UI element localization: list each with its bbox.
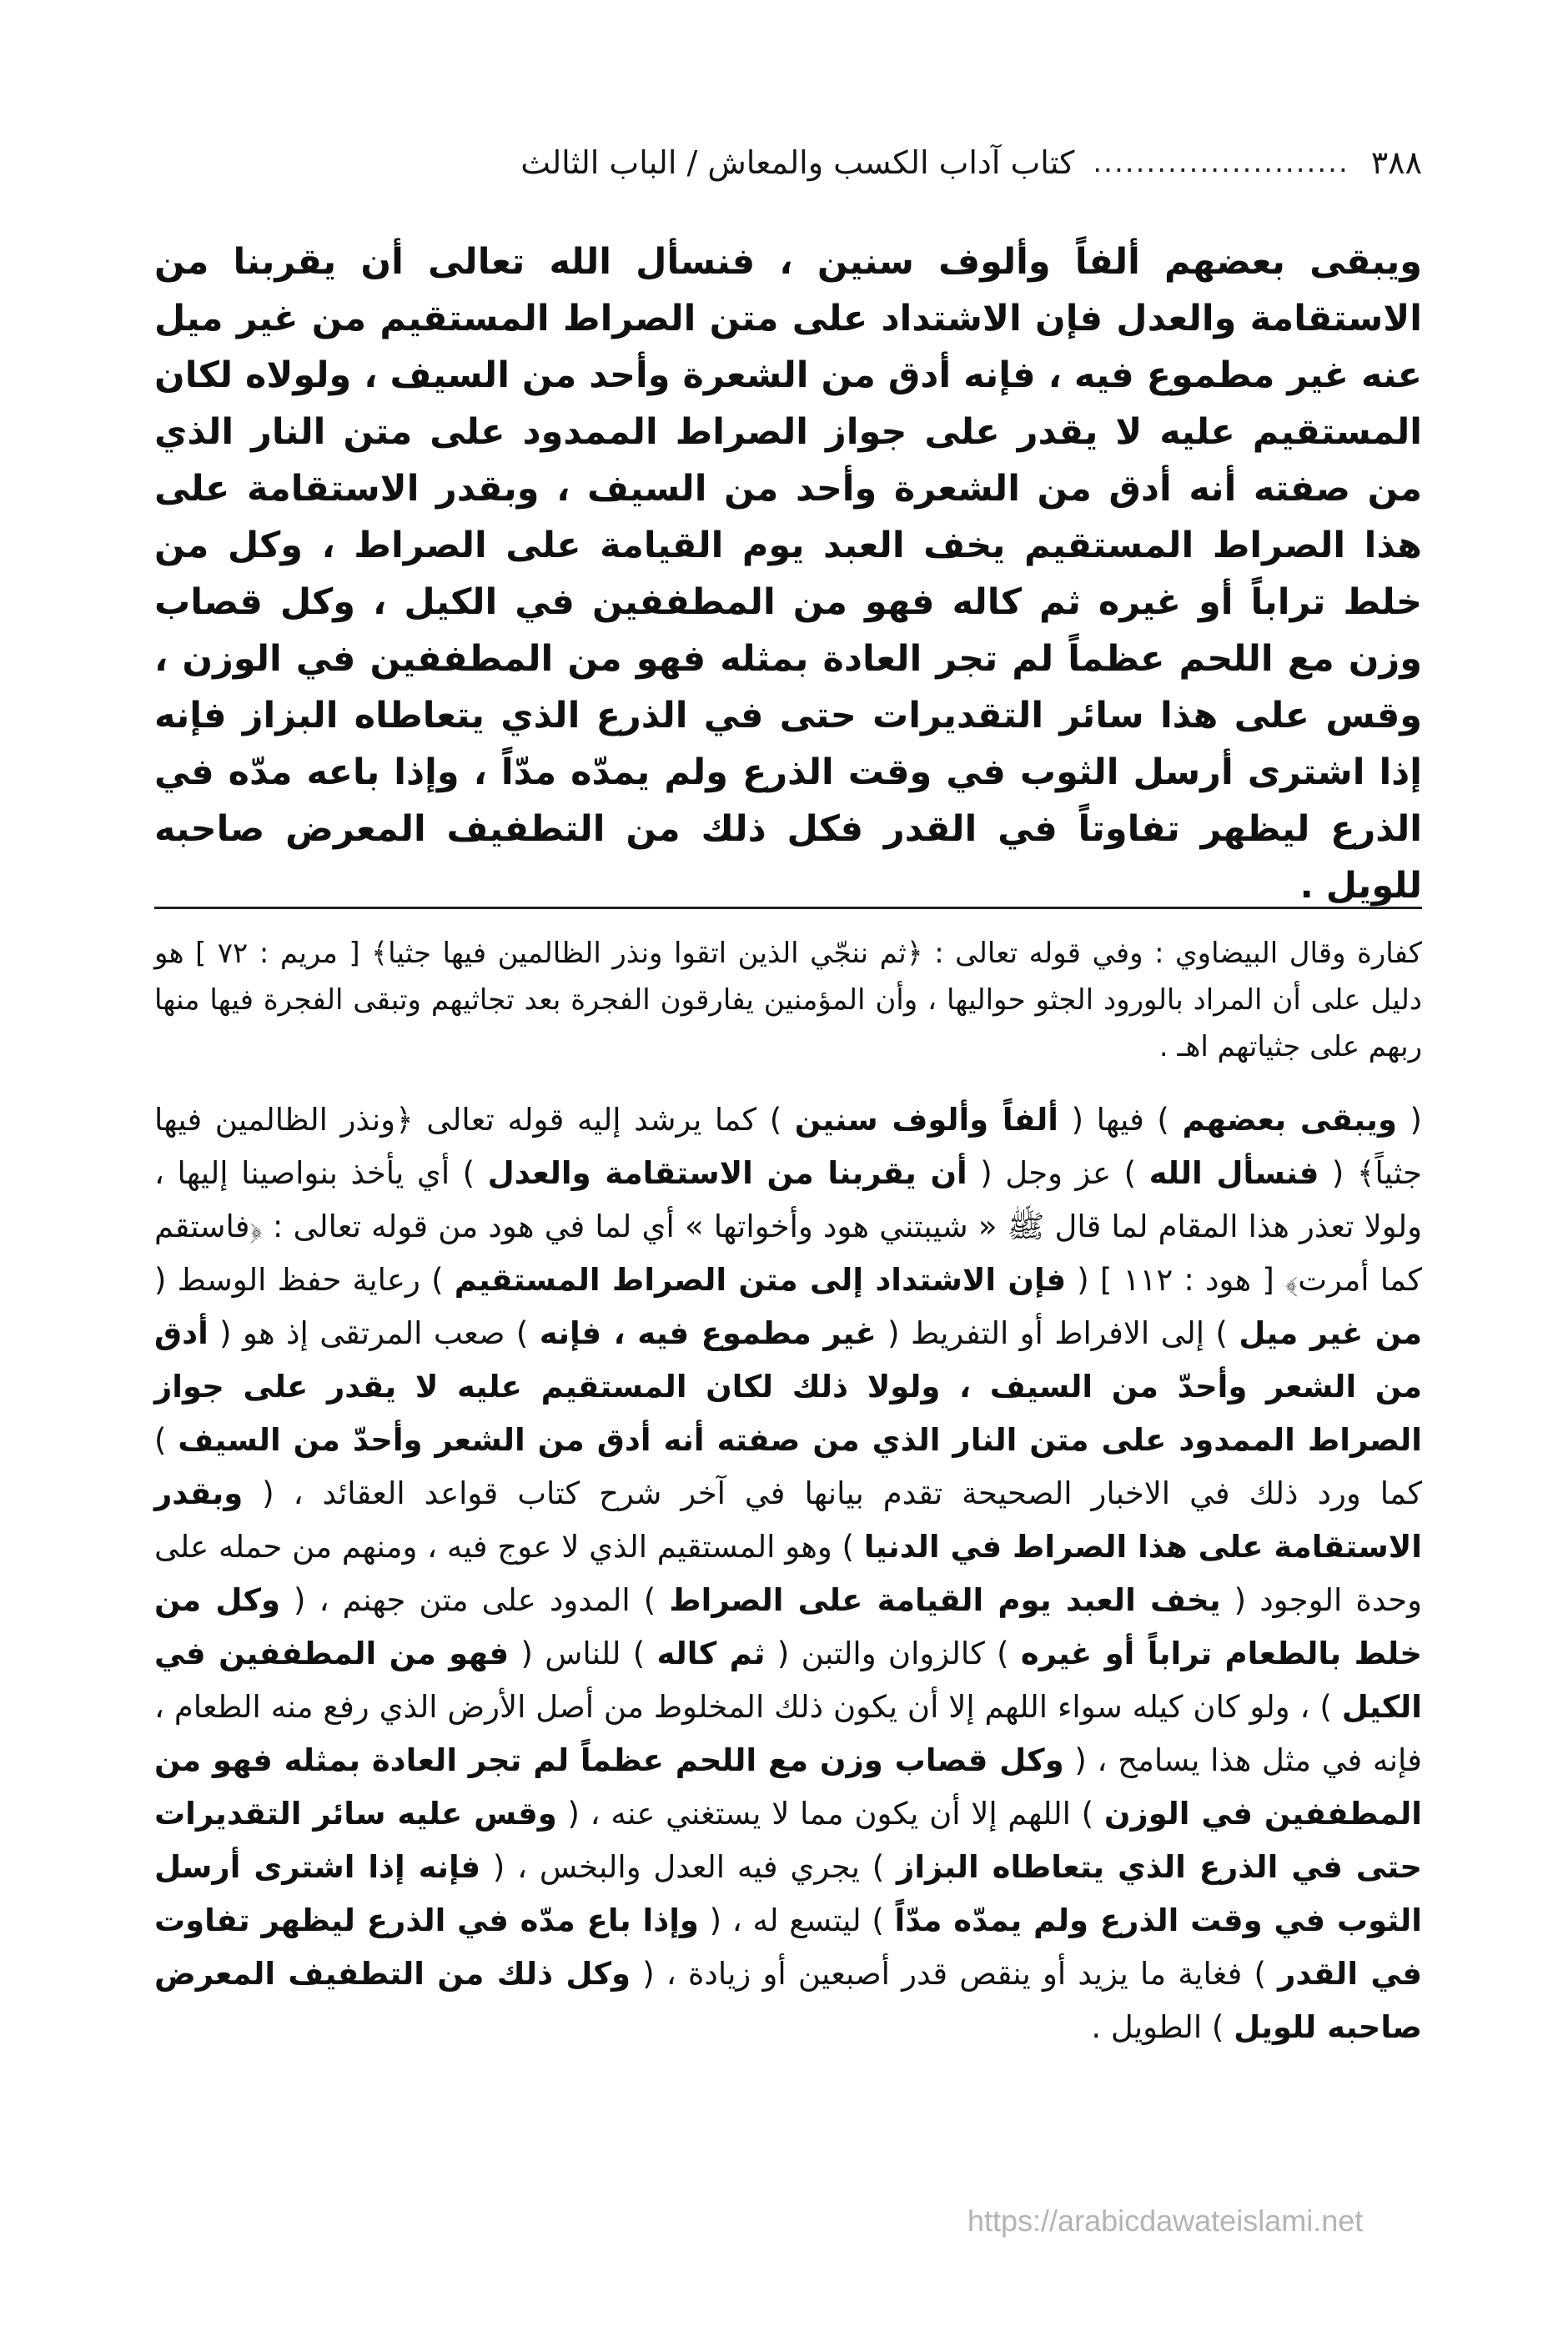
commentary-text: ) كما ورد ذلك في الاخبار الصحيحة تقدم بيانها في آخر شرح كتاب قواعد العقائد ، ( bbox=[154, 1422, 1422, 1511]
commentary-text: ) رعاية حفظ الوسط ( bbox=[154, 1262, 455, 1298]
main-text-paragraph: ويبقى بعضهم ألفاً وألوف سنين ، فنسأل الله تعالى أن يقربنا من الاستقامة والعدل فإن الاشتداد على متن الصراط المستقيم من غير ميل عنه غير مطموع فيه ، فإنه أدق من الشعرة وأحد من السيف ، ولولاه لكان المستقيم عليه لا يقدر على جواز الصراط الممدود على متن النار الذي من صفته أنه أدق من الشعرة وأحد من السيف ، وبقدر الاستقامة على هذا الصراط المستقيم يخف العبد يوم القيامة على الصراط ، وكل من خلط تراباً أو غيره ثم كاله فهو من المطففين في الكيل ، وكل قصاب وزن مع اللحم عظماً لم تجر العادة بمثله فهو من المطففين في الوزن ، وقس على هذا سائر التقديرات حتى في الذرع الذي يتعاطاه البزاز فإنه إذا اشترى أرسل الثوب في وقت الذرع ولم يمدّه مدّاً ، وإذا باعه مدّه في الذرع ليظهر تفاوتاً في القدر فكل ذلك من التطفيف المعرض صاحبه للويل . bbox=[154, 241, 1422, 907]
commentary-quoted-text: فإنه إذا اشترى أرسل الثوب في وقت الذرع ولم يمدّه مدّاً bbox=[154, 1849, 1422, 1938]
commentary-text: ) الطويل . bbox=[1091, 2009, 1234, 2045]
commentary-quoted-text: ثم كاله bbox=[656, 1636, 766, 1671]
commentary-text: ) اللهم إلا أن يكون مما لا يستغني عنه ، ( bbox=[556, 1796, 1104, 1832]
commentary-text: ) كما يرشد إليه قوله تعالى ﴿ونذر الظالمين فيها جثياً﴾ ( bbox=[154, 1102, 1422, 1191]
commentary-quoted-text: من غير ميل bbox=[1239, 1315, 1422, 1351]
commentary-quoted-text: فنسأل الله bbox=[1148, 1155, 1319, 1191]
previous-page-note: كفارة وقال البيضاوي : وفي قوله تعالى : ﴿ثم ننجّي الذين اتقوا ونذر الظالمين فيها جثيا﴾ [ مريم : ٧٢ ] هو دليل على أن المراد بالورود الجثو حواليها ، وأن المؤمنين يفارقون الفجرة بعد تجاثيهم وتبقى الفجرة فيها منها ربهم على جثياتهم اهـ . bbox=[154, 937, 1422, 1063]
footnote-divider bbox=[154, 907, 1422, 909]
commentary-quoted-text: أن يقربنا من الاستقامة والعدل bbox=[487, 1155, 967, 1191]
commentary-quoted-text: أدق من الشعر وأحدّ من السيف ، ولولا ذلك لكان المستقيم عليه لا يقدر على جواز الصراط الممدود على متن النار الذي من صفته أنه أدق من الشعر وأحدّ من السيف bbox=[154, 1315, 1422, 1458]
commentary-section bbox=[154, 930, 1422, 2054]
commentary-text: ) أي يأخذ بنواصينا إليها ، ولولا تعذر هذا المقام لما قال ﷺ « شيبتني هود وأخواتها » أي لما في هود من قوله تعالى : ﴿فاستقم كما أمرت﴾ [ هود : ١١٢ ] ( bbox=[154, 1155, 1423, 1298]
running-title: كتاب آداب الكسب والمعاش / الباب الثالث bbox=[520, 144, 1075, 181]
commentary-text: ) صعب المرتقى إذ هو ( bbox=[208, 1315, 540, 1351]
commentary-quoted-text: وبقدر الاستقامة على هذا الصراط في الدنيا bbox=[154, 1475, 1422, 1565]
commentary-text: ) عز وجل ( bbox=[967, 1155, 1149, 1191]
commentary-quoted-text: فإن الاشتداد إلى متن الصراط المستقيم bbox=[454, 1262, 1067, 1298]
commentary-quoted-text: وكل قصاب وزن مع اللحم عظماً لم تجر العادة بمثله فهو من المطففين في الوزن bbox=[154, 1742, 1422, 1832]
commentary-text: ) فيها ( bbox=[1058, 1102, 1183, 1138]
commentary-quoted-text: وإذا باع مدّه في الذرع ليظهر تفاوت في القدر bbox=[154, 1902, 1422, 1992]
commentary-quoted-text: فهو من المطففين في الكيل bbox=[154, 1636, 1422, 1725]
commentary-text: ( bbox=[1396, 1102, 1422, 1138]
commentary-paragraph bbox=[154, 1093, 1422, 2054]
commentary-text: ) ليتسع له ، ( bbox=[698, 1902, 895, 1938]
commentary-text: ) المدود على متن جهنم ، ( bbox=[279, 1582, 670, 1618]
page-number: ٣٨٨ bbox=[1370, 144, 1422, 181]
watermark-url: https://arabicdawateislami.net bbox=[967, 2204, 1364, 2238]
commentary-quoted-text: وكل ذلك من التطفيف المعرض صاحبه للويل bbox=[154, 1956, 1422, 2045]
commentary-text: ) كالزوان والتبن ( bbox=[765, 1636, 1021, 1671]
commentary-quoted-text: وقس عليه سائر التقديرات حتى في الذرع الذي يتعاطاه البزاز bbox=[154, 1796, 1422, 1885]
running-header bbox=[154, 133, 1422, 192]
commentary-quoted-text: وكل من خلط بالطعام تراباً أو غيره bbox=[154, 1582, 1422, 1671]
header-dot-leader: ........................ bbox=[1093, 146, 1349, 179]
commentary-text: ) إلى الافراط أو التفريط ( bbox=[876, 1315, 1239, 1351]
commentary-quoted-text: ألفاً وألوف سنين bbox=[794, 1102, 1058, 1138]
commentary-quoted-text: غير مطموع فيه ، فإنه bbox=[539, 1315, 877, 1351]
commentary-quoted-text: ويبقى بعضهم bbox=[1182, 1102, 1397, 1138]
commentary-text: ) ، ولو كان كيله سواء اللهم إلا أن يكون ذلك المخلوط من أصل الأرض الذي رفع منه الطعام ، فإنه في مثل هذا يسامح ، ( bbox=[154, 1689, 1422, 1778]
commentary-text: ) يجري فيه العدل والبخس ، ( bbox=[480, 1849, 897, 1885]
commentary-quoted-text: يخف العبد يوم القيامة على الصراط bbox=[669, 1582, 1221, 1618]
main-text bbox=[154, 234, 1422, 914]
commentary-text: ) وهو المستقيم الذي لا عوج فيه ، ومنهم من حمله على وحدة الوجود ( bbox=[154, 1529, 1422, 1618]
commentary-text: ) للناس ( bbox=[509, 1636, 657, 1671]
commentary-text: ) فغاية ما يزيد أو ينقص قدر أصبعين أو زيادة ، ( bbox=[630, 1956, 1279, 1992]
